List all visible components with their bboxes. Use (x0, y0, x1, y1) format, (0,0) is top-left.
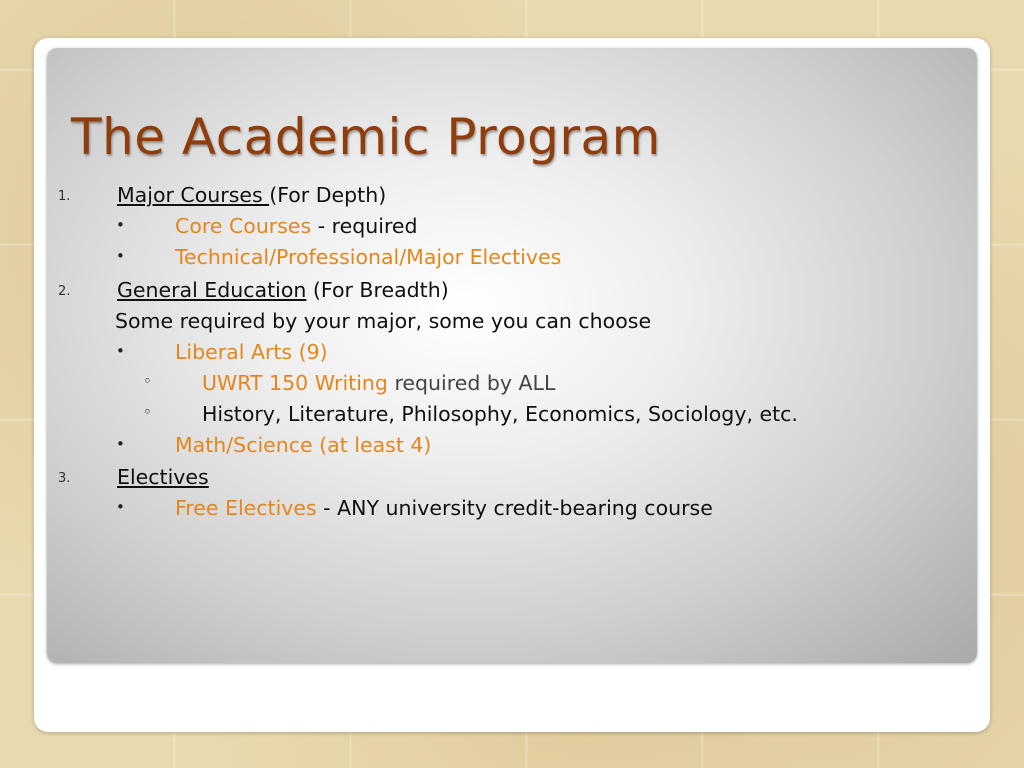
plain-text: - required (311, 214, 418, 238)
highlight-text: Technical/Professional/Major Electives (175, 245, 562, 269)
circle-bullet-icon: ◦ (143, 403, 152, 421)
subitem-text (202, 371, 555, 395)
subitem-text (175, 245, 561, 269)
highlight-text: Core Courses (175, 214, 312, 238)
list-heading (117, 278, 449, 302)
list-number: 3. (58, 471, 71, 486)
heading-label: Electives (117, 465, 209, 489)
note-text: Some required by your major, some you can choose (115, 309, 652, 333)
heading-label: Major Courses (117, 183, 270, 207)
subitem-text (175, 433, 431, 457)
bullet-icon: • (116, 435, 125, 453)
bullet-icon: • (116, 247, 125, 265)
heading-suffix: (For Breadth) (306, 278, 449, 302)
bullet-icon: • (116, 216, 125, 234)
list-number: 1. (58, 189, 71, 204)
subitem-text: History, Literature, Philosophy, Economics, Sociology, etc. (202, 402, 798, 426)
plain-text: - ANY university credit-bearing course (316, 496, 713, 520)
heading-suffix: (For Depth) (269, 183, 387, 207)
bullet-icon: • (116, 498, 125, 516)
circle-bullet-icon: ◦ (143, 372, 152, 390)
highlight-text: Liberal Arts (9) (175, 340, 328, 364)
highlight-text: UWRT 150 Writing (202, 371, 388, 395)
heading-label: General Education (117, 278, 307, 302)
list-heading (117, 183, 386, 207)
highlight-text: Free Electives (175, 496, 317, 520)
bullet-icon: • (116, 342, 125, 360)
highlight-text: Math/Science (at least 4) (175, 433, 432, 457)
subitem-text (175, 340, 328, 364)
subitem-text (175, 214, 418, 238)
list-heading (117, 465, 209, 489)
slide-title: The Academic Program (71, 108, 661, 166)
subitem-text (175, 496, 713, 520)
list-number: 2. (58, 284, 71, 299)
plain-text: required by ALL (387, 371, 556, 395)
